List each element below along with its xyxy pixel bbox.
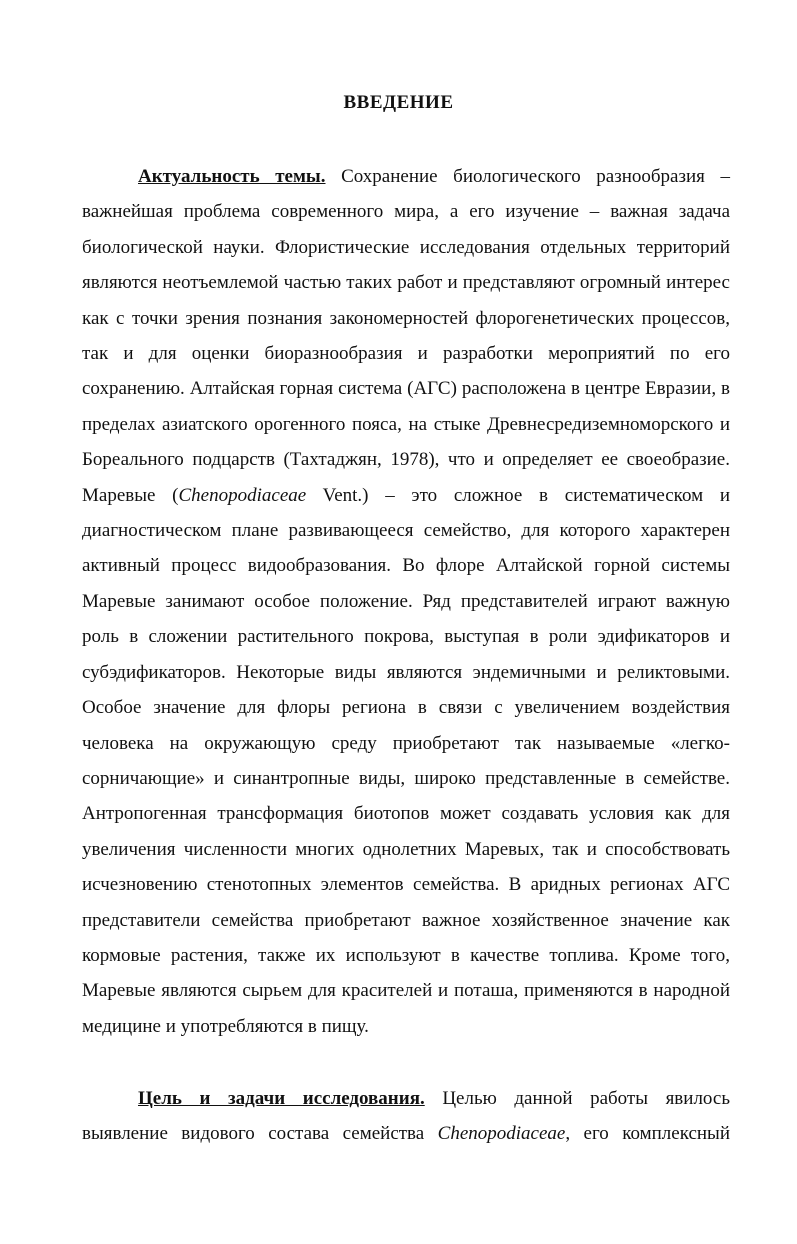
paragraph-text: , его комплексный — [565, 1123, 730, 1145]
taxon-name: Chenopodiaceae — [437, 1123, 566, 1145]
paragraph-text: Vent.) – это сложное в систематическом и диагностическом плане развивающееся семейство, для которого характерен активный процесс видообразования. Во флоре Алтайской горной системы Маревые занимают особое положение. Ряд представителей играют важную роль в сложении растительного покрова, выступая в роли эдификаторов и субэдификаторов. Некоторые виды являются эндемичными и реликтовыми. Особое значение для флоры региона в связи с увеличением воздействия человека на окружающую среду приобретают так называемые «легко-сорничающие» и синантропные виды, широко представленные в семействе. Антропогенная трансформация биотопов может создавать условия как для увеличения численности многих однолетних Маревых, так и способствовать исчезновению стенотопных элементов семейства. В аридных регионах АГС представители семейства приобретают важное хозяйственное значение как кормовые растения, также их используют в качестве топлива. Кроме того, Маревые являются сырьем для красителей и поташа, применяются в народной медицине и употребляются в пищу. — [82, 484, 730, 1037]
paragraph-relevance — [82, 159, 730, 1044]
paragraph-text: Сохранение биологического разнообразия – важнейшая проблема современного мира, а его изучение – важная задача биологической науки. Флористические исследования отдельных территорий являются неотъемлемой частью таких работ и представляют огромный интерес как с точки зрения познания закономерностей флорогенетических процессов, так и для оценки биоразнообразия и разработки мероприятий по его сохранению. Алтайская горная система (АГС) расположена в центре Евразии, в пределах азиатского орогенного пояса, на стыке Древнесредиземноморского и Бореального подцарств (Тахтаджян, 1978), что и определяет ее своеобразие. Маревые ( — [82, 166, 730, 506]
page-title: ВВЕДЕНИЕ — [343, 92, 454, 113]
paragraph-text: Целью данной работы явилось выявление видового состава семейства — [82, 1088, 730, 1145]
section-heading-relevance: Актуальность темы. — [138, 166, 326, 187]
taxon-name: Chenopodiaceae — [178, 484, 307, 506]
section-heading-goals: Цель и задачи исследования. — [138, 1088, 425, 1109]
paragraph-goals — [82, 1081, 730, 1152]
